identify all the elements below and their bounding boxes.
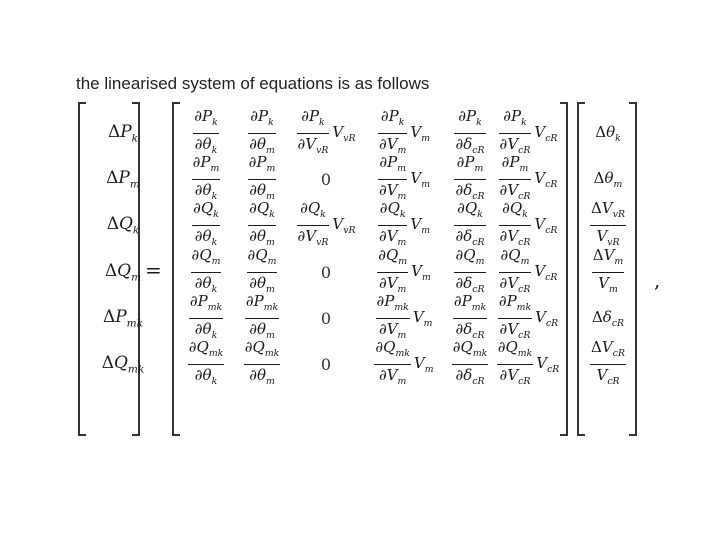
denominator: $V_{cR}$ — [596, 365, 620, 387]
intro-text: the linearised system of equations is as follows — [76, 74, 430, 93]
multiplier-factor: $V_{cR}$ — [536, 353, 560, 375]
denominator: $\partial V_{cR}$ — [499, 365, 531, 387]
denominator: $\partial\delta_{cR}$ — [455, 134, 485, 156]
denominator: $\partial\theta_k$ — [194, 226, 218, 248]
numerator: $\partial P_k$ — [194, 106, 218, 128]
fraction-bar — [452, 364, 489, 365]
zero-value: 0 — [320, 169, 332, 189]
multiplier-factor: $V_m$ — [412, 307, 433, 329]
lhs-entry — [80, 154, 166, 204]
denominator: $V_m$ — [598, 273, 618, 295]
partial-derivative — [297, 199, 330, 252]
fraction-bar — [454, 133, 485, 134]
fraction-bar — [454, 272, 485, 273]
denominator: $\partial\theta_m$ — [249, 180, 275, 202]
matrix-zero-entry — [288, 293, 364, 343]
denominator: $\partial V_{cR}$ — [499, 319, 531, 341]
matrix-entry — [234, 339, 290, 389]
matrix-entry — [234, 108, 290, 158]
rhs-entry — [580, 108, 636, 158]
numerator: $\partial Q_m$ — [500, 245, 530, 267]
fraction-bar — [188, 364, 225, 365]
numerator: $\partial P_k$ — [503, 106, 527, 128]
numerator: $\partial Q_m$ — [191, 245, 221, 267]
lhs-entry — [80, 293, 166, 343]
mismatch-term: $\Delta Q_{mk}$ — [101, 352, 145, 376]
fraction-bar — [376, 318, 410, 319]
numerator: $\partial Q_{mk}$ — [452, 337, 488, 359]
denominator: $\partial V_{vR}$ — [297, 226, 329, 248]
fraction-bar — [192, 225, 220, 226]
multiplier-factor: $V_m$ — [410, 168, 431, 190]
denominator: $\partial\theta_m$ — [249, 319, 275, 341]
denominator: $\partial V_{cR}$ — [499, 180, 531, 202]
denominator: $\partial\theta_k$ — [194, 180, 218, 202]
fraction-bar — [245, 318, 279, 319]
zero-value: 0 — [320, 262, 332, 282]
numerator: $\partial P_m$ — [192, 152, 220, 174]
numerator: $\partial P_{mk}$ — [376, 291, 409, 313]
fraction-bar — [244, 364, 281, 365]
matrix-entry — [366, 154, 442, 204]
matrix-entry — [178, 108, 234, 158]
matrix-entry — [288, 200, 364, 250]
fraction-bar — [297, 133, 330, 134]
partial-derivative — [248, 199, 276, 252]
numerator: $\partial P_m$ — [456, 152, 484, 174]
matrix-entry — [444, 200, 496, 250]
denominator: $\partial\theta_m$ — [249, 134, 275, 156]
denominator: $\partial\theta_m$ — [249, 273, 275, 295]
fraction-bar — [248, 133, 276, 134]
numerator: $\partial Q_k$ — [300, 198, 326, 220]
state-increment: $\Delta\theta_k$ — [595, 122, 621, 144]
matrix-entry — [178, 293, 234, 343]
matrix-zero-entry — [288, 247, 364, 297]
matrix-entry — [497, 247, 559, 297]
numerator: $\partial Q_{mk}$ — [375, 337, 410, 359]
zero-value: 0 — [320, 308, 332, 328]
multiplier-factor: $V_{cR}$ — [534, 168, 558, 190]
normalized-increment — [590, 199, 626, 252]
multiplier-factor: $V_{cR}$ — [535, 307, 559, 329]
fraction-bar — [247, 272, 278, 273]
matrix-entry — [234, 200, 290, 250]
denominator: $\partial\theta_k$ — [194, 134, 218, 156]
mismatch-term: $\Delta Q_k$ — [106, 213, 140, 237]
matrix-entry — [366, 247, 442, 297]
matrix-entry — [444, 339, 496, 389]
multiplier-factor: $V_{cR}$ — [534, 261, 558, 283]
matrix-entry — [497, 339, 559, 389]
fraction-bar — [497, 364, 534, 365]
matrix-entry — [178, 200, 234, 250]
denominator: $\partial\theta_m$ — [249, 226, 275, 248]
fraction-bar — [454, 225, 485, 226]
numerator: $\partial P_{mk}$ — [498, 291, 532, 313]
matrix-entry — [497, 108, 559, 158]
zero-value: 0 — [320, 354, 332, 374]
fraction-bar — [191, 272, 222, 273]
partial-derivative — [374, 338, 411, 391]
partial-derivative — [188, 338, 225, 391]
numerator: $\partial P_k$ — [250, 106, 274, 128]
fraction-bar — [590, 225, 626, 226]
state-increment: $\Delta\delta_{cR}$ — [591, 307, 625, 329]
fraction-bar — [499, 133, 532, 134]
trailing-comma: , — [654, 268, 661, 292]
fraction-bar — [378, 179, 407, 180]
fraction-bar — [499, 272, 532, 273]
matrix-entry — [288, 108, 364, 158]
numerator: $\Delta V_{vR}$ — [591, 198, 625, 220]
numerator: $\partial P_m$ — [501, 152, 529, 174]
numerator: $\partial Q_k$ — [457, 198, 483, 220]
matrix-entry — [366, 339, 442, 389]
fraction-bar — [192, 179, 221, 180]
multiplier-factor: $V_{cR}$ — [534, 214, 558, 236]
fraction-bar — [453, 318, 487, 319]
fraction-bar — [378, 225, 407, 226]
fraction-bar — [499, 225, 532, 226]
denominator: $\partial\delta_{cR}$ — [455, 319, 485, 341]
multiplier-factor: $V_m$ — [413, 353, 434, 375]
fraction-bar — [248, 225, 276, 226]
fraction-bar — [592, 272, 625, 273]
matrix-zero-entry — [288, 154, 364, 204]
denominator: $\partial\theta_k$ — [194, 319, 218, 341]
partial-derivative — [297, 107, 330, 160]
equals-sign: = — [145, 258, 162, 282]
matrix-entry — [366, 200, 442, 250]
numerator: $\partial Q_k$ — [249, 198, 275, 220]
numerator: $\partial Q_k$ — [379, 198, 406, 220]
fraction-bar — [590, 364, 626, 365]
denominator: $\partial V_m$ — [378, 319, 407, 341]
matrix-right-bracket — [560, 102, 568, 436]
mismatch-term: $\Delta P_{mk}$ — [102, 306, 144, 330]
denominator: $\partial\theta_k$ — [194, 273, 218, 295]
normalized-increment — [592, 246, 625, 299]
matrix-entry — [178, 247, 234, 297]
rhs-entry — [580, 247, 636, 297]
numerator: $\partial P_k$ — [301, 106, 325, 128]
matrix-entry — [497, 154, 559, 204]
matrix-entry — [444, 154, 496, 204]
numerator: $\partial Q_{mk}$ — [497, 337, 533, 359]
multiplier-factor: $V_{vR}$ — [332, 214, 356, 236]
multiplier-factor: $V_m$ — [410, 122, 431, 144]
matrix-entry — [497, 200, 559, 250]
denominator: $\partial\delta_{cR}$ — [455, 273, 485, 295]
multiplier-factor: $V_m$ — [411, 261, 431, 283]
numerator: $\partial P_m$ — [379, 152, 406, 174]
fraction-bar — [297, 225, 330, 226]
denominator: $\partial\theta_m$ — [249, 365, 275, 387]
numerator: $\partial P_{mk}$ — [453, 291, 487, 313]
numerator: $\partial Q_k$ — [193, 198, 219, 220]
fraction-bar — [377, 272, 408, 273]
rhs-entry — [580, 339, 636, 389]
matrix-entry — [178, 339, 234, 389]
multiplier-factor: $V_m$ — [410, 214, 431, 236]
denominator: $\partial V_{vR}$ — [297, 134, 329, 156]
fraction-bar — [248, 179, 277, 180]
fraction-bar — [378, 133, 407, 134]
numerator: $\partial Q_m$ — [247, 245, 277, 267]
numerator: $\partial Q_m$ — [455, 245, 485, 267]
denominator: $\partial V_m$ — [378, 365, 407, 387]
matrix-entry — [234, 154, 290, 204]
lhs-entry — [80, 200, 166, 250]
matrix-entry — [444, 293, 496, 343]
mismatch-term: $\Delta P_k$ — [107, 121, 139, 145]
denominator: $V_{vR}$ — [596, 226, 620, 248]
state-increment: $\Delta\theta_m$ — [593, 168, 623, 190]
rhs-entry — [580, 200, 636, 250]
denominator: $\partial V_m$ — [378, 226, 407, 248]
mismatch-term: $\Delta Q_m$ — [104, 260, 142, 284]
matrix-entry — [234, 247, 290, 297]
numerator: $\partial Q_k$ — [502, 198, 528, 220]
denominator: $\partial\delta_{cR}$ — [455, 226, 485, 248]
numerator: $\partial Q_{mk}$ — [188, 337, 224, 359]
matrix-zero-entry — [288, 339, 364, 389]
denominator: $\partial V_m$ — [378, 180, 407, 202]
lhs-entry — [80, 108, 166, 158]
matrix-entry — [366, 108, 442, 158]
denominator: $\partial V_m$ — [378, 273, 407, 295]
mismatch-term: $\Delta P_m$ — [106, 167, 140, 191]
partial-derivative — [497, 338, 534, 391]
numerator: $\partial P_k$ — [458, 106, 482, 128]
denominator: $\partial\delta_{cR}$ — [455, 180, 485, 202]
fraction-bar — [498, 318, 532, 319]
partial-derivative — [499, 199, 532, 252]
numerator: $\partial P_m$ — [248, 152, 276, 174]
denominator: $\partial\delta_{cR}$ — [455, 365, 485, 387]
denominator: $\partial V_{cR}$ — [499, 273, 531, 295]
denominator: $\partial V_{cR}$ — [499, 134, 531, 156]
matrix-entry — [444, 247, 496, 297]
fraction-bar — [189, 318, 223, 319]
fraction-bar — [374, 364, 411, 365]
numerator: $\partial Q_m$ — [378, 245, 408, 267]
partial-derivative — [454, 199, 485, 252]
partial-derivative — [192, 199, 220, 252]
numerator: $\partial P_k$ — [380, 106, 405, 128]
fraction-bar — [193, 133, 219, 134]
multiplier-factor: $V_{vR}$ — [332, 122, 356, 144]
denominator: $\partial V_m$ — [378, 134, 407, 156]
multiplier-factor: $V_{cR}$ — [534, 122, 558, 144]
numerator: $\Delta V_{cR}$ — [591, 337, 625, 359]
denominator: $\partial V_{cR}$ — [499, 226, 531, 248]
matrix-entry — [178, 154, 234, 204]
numerator: $\Delta V_m$ — [592, 245, 624, 267]
numerator: $\partial Q_{mk}$ — [244, 337, 280, 359]
rhs-entry — [580, 293, 636, 343]
numerator: $\partial P_{mk}$ — [189, 291, 223, 313]
lhs-entry — [80, 339, 166, 389]
partial-derivative — [244, 338, 281, 391]
fraction-bar — [499, 179, 532, 180]
matrix-entry — [497, 293, 559, 343]
matrix-entry — [234, 293, 290, 343]
partial-derivative — [378, 199, 407, 252]
matrix-entry — [366, 293, 442, 343]
matrix-entry — [444, 108, 496, 158]
partial-derivative — [452, 338, 489, 391]
numerator: $\partial P_{mk}$ — [245, 291, 279, 313]
rhs-entry — [580, 154, 636, 204]
normalized-increment — [590, 338, 626, 391]
denominator: $\partial\theta_k$ — [194, 365, 218, 387]
fraction-bar — [454, 179, 485, 180]
